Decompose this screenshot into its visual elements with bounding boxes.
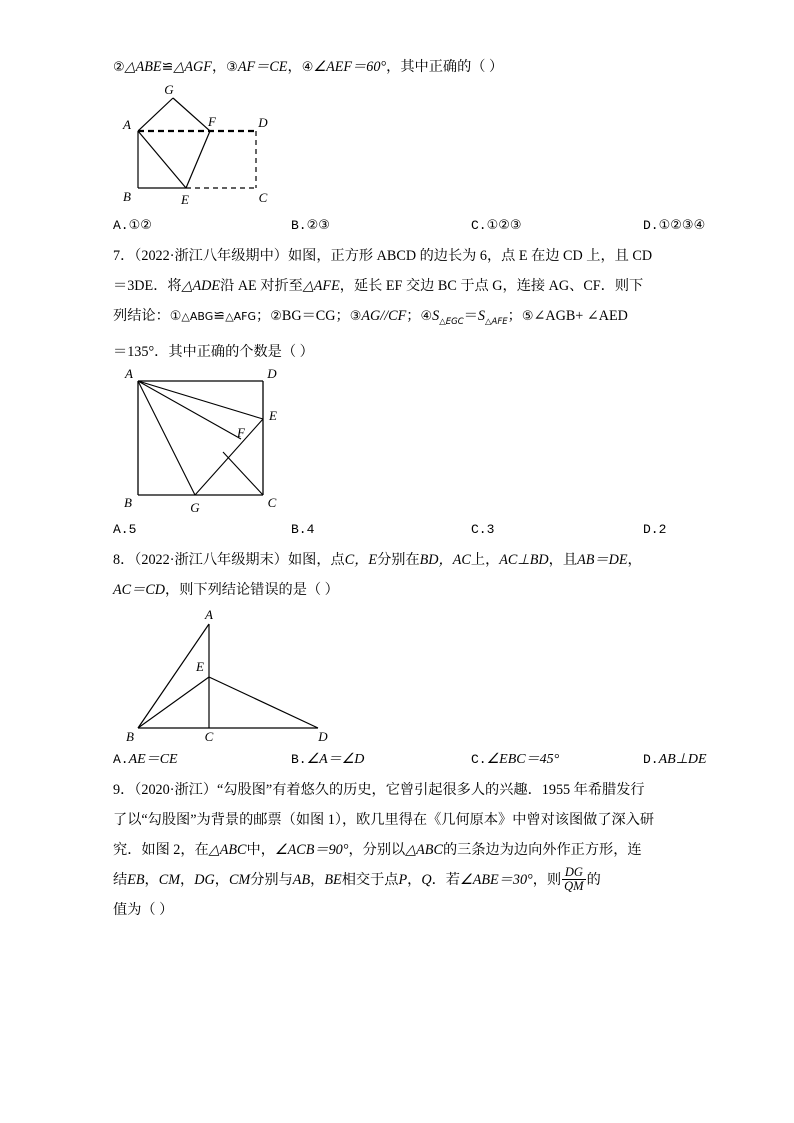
conclusion-1-left: △ABG (181, 310, 214, 323)
option-d[interactable] (643, 211, 705, 241)
option-c[interactable] (471, 211, 643, 241)
question-9-line-4 (113, 865, 683, 895)
conclusion-marker-2: ② (270, 309, 282, 324)
conclusion-marker-5: ⑤ (521, 309, 534, 324)
question-7-text-2a: ＝3DE．将 (113, 278, 182, 294)
vertex-label-g: G (164, 83, 174, 97)
vertex-label-g: G (190, 499, 200, 515)
equality-ab-de: AB＝DE (577, 551, 628, 568)
separator-3: ； (406, 308, 421, 324)
vertex-label-b: B (124, 494, 132, 510)
segment-eb: EB (127, 871, 145, 888)
option-a[interactable] (113, 211, 291, 241)
option-d-value: AB⊥DE (658, 751, 707, 767)
question-9-text-1: 9．（2020·浙江）“勾股图”有着悠久的历史，它曾引起很多人的兴趣．1955 年希腊发行 (113, 781, 645, 798)
vertex-label-d: D (267, 366, 277, 381)
option-d[interactable] (643, 745, 707, 775)
figure-2-square-cevians (113, 367, 683, 515)
angle-acb: ∠ACB＝90° (274, 841, 349, 858)
figure-1-square-fold (113, 83, 683, 211)
question-7-text-1: 7．（2022·浙江八年级期中）如图，正方形 ABCD 的边长为 6，点 E 在边 CD 上，且 CD (113, 248, 653, 264)
question-8-text-1b: 分别在 (377, 551, 420, 568)
vertex-label-d: D (258, 115, 268, 130)
question-8-text-1a: 8．（2022·浙江八年级期末）如图，点 (113, 551, 345, 568)
page-content (113, 52, 707, 925)
triangle-abc-2: △ABC (405, 841, 443, 858)
question-9-text-3c: ，分别以 (348, 841, 406, 858)
ratio-denominator: QM (564, 879, 584, 894)
figure-3-container (113, 605, 683, 745)
segment-cm-2: CM (228, 871, 251, 888)
perpendicular-relation: AC⊥BD (499, 551, 549, 568)
vertex-label-f: F (237, 424, 245, 440)
question-8-text-2: ，则下列结论错误的是（ ） (165, 581, 339, 598)
congruence-right: △AGF (173, 59, 212, 75)
option-d-label: D. (643, 218, 659, 233)
option-c-label: C. (471, 218, 487, 233)
option-d-value: 2 (658, 521, 667, 537)
question-7-line-1 (113, 241, 683, 271)
vertex-label-a: A (205, 606, 213, 622)
conclusion-marker-4: ④ (420, 309, 433, 324)
option-b-label: B. (291, 751, 307, 767)
option-a[interactable] (113, 515, 291, 545)
option-c[interactable] (471, 745, 643, 775)
question-7-text-2c: ，延长 EF 交边 BC 于点 G，连接 AG、CF．则下 (339, 278, 644, 294)
question-7-text-3a: 列结论： (113, 308, 170, 324)
triangle-afe: △AFE (302, 278, 340, 294)
figure-3-triangle-altitude (113, 605, 683, 745)
question-7-line-3 (113, 301, 683, 337)
option-b[interactable] (291, 211, 471, 241)
angle-abe: ∠ABE＝30° (459, 871, 533, 888)
segment-ed (209, 677, 318, 728)
segment-dg: DG (194, 871, 215, 888)
segment-gf (173, 98, 210, 131)
question-8-line-2 (113, 575, 683, 605)
option-d-value: ①②③④ (658, 218, 706, 233)
option-a-value: ①② (128, 218, 152, 233)
congruence-symbol: ≌ (161, 59, 174, 75)
option-b-label: B. (291, 218, 307, 233)
segment-af (138, 381, 241, 439)
comma-1: ， (211, 59, 227, 75)
area-subscript-afe: △AFE (484, 316, 508, 327)
segment-ae (138, 381, 263, 419)
question-9-text-4c: 相交于点 (341, 871, 399, 888)
area-symbol-1: S (432, 308, 440, 324)
comma-e: ， (407, 871, 422, 888)
option-b-label: B. (291, 521, 307, 537)
question-7-options (113, 515, 683, 545)
area-equals: ＝ (463, 308, 478, 324)
relation-angle-aef: ∠AEF＝60° (313, 59, 387, 75)
separator-1: ； (256, 308, 271, 324)
comma-b: ， (180, 871, 195, 888)
congruence-left: △ABE (124, 59, 162, 75)
option-a-label: A. (113, 218, 129, 233)
conclusion-1-symbol: ≌ (213, 308, 226, 324)
vertex-label-a: A (123, 117, 131, 132)
option-c-label: C. (471, 521, 487, 537)
vertex-label-c: C (204, 728, 214, 744)
vertex-label-b: B (126, 728, 134, 744)
conclusion-marker-1: ① (169, 309, 182, 324)
question-7-line-2 (113, 271, 683, 301)
segment-be (138, 677, 209, 728)
comma-3: ， (386, 59, 401, 75)
segment-fc (223, 452, 263, 495)
item-marker-2: ② (113, 60, 125, 75)
vertex-label-c: C (267, 494, 277, 510)
separator-2: ； (335, 308, 350, 324)
vertex-label-b: B (123, 189, 131, 204)
conclusion-marker-3: ③ (349, 309, 362, 324)
equality-ac-cd: AC＝CD (113, 581, 166, 598)
conclusion-1-right: △AFG (225, 310, 257, 323)
question-8-text-1e: ， (627, 551, 642, 568)
area-symbol-2: S (477, 308, 485, 324)
option-b[interactable] (291, 515, 471, 545)
comma-d: ， (310, 871, 325, 888)
point-q: Q (421, 871, 432, 888)
question-7-text-2b: 沿 AE 对折至 (220, 278, 303, 294)
figure-2-container (113, 367, 683, 515)
question-6-prompt-tail: 其中正确的（ ） (400, 59, 504, 75)
conclusion-3: AG//CF (361, 308, 407, 324)
option-d-label: D. (643, 751, 659, 767)
option-c-value: ∠EBC＝45° (486, 751, 560, 767)
option-b-value: ②③ (306, 218, 330, 233)
triangle-ade: △ADE (181, 278, 221, 294)
vertex-label-e: E (269, 407, 277, 423)
question-9-text-3d: 的三条边为边向外作正方形，连 (442, 841, 642, 858)
option-b-value: ∠A＝∠D (306, 751, 365, 767)
vertex-label-e: E (181, 192, 189, 207)
question-9-line-1 (113, 775, 683, 805)
option-a-value: AE＝CE (128, 751, 178, 767)
segment-fe (186, 131, 210, 188)
comma-c: ， (214, 871, 229, 888)
question-6-options (113, 211, 706, 241)
question-8-line-1 (113, 545, 683, 575)
vertex-label-e: E (196, 658, 204, 674)
question-9-line-5 (113, 895, 683, 925)
question-9-text-4f: 的 (586, 871, 601, 888)
option-a-label: A. (113, 521, 129, 537)
option-a-value: 5 (128, 521, 137, 537)
option-c-value: 3 (486, 521, 495, 537)
question-8-text-1c: 上， (470, 551, 500, 568)
option-c-value: ①②③ (486, 218, 522, 233)
segment-ab: AB (292, 871, 311, 888)
vertex-label-f: F (208, 114, 216, 129)
conclusion-5: ∠AGB+ ∠AED (533, 308, 628, 324)
segment-be: BE (324, 871, 342, 888)
question-9-text-4e: ，则 (532, 871, 562, 888)
ratio-dg-over-qm (562, 866, 585, 894)
option-c[interactable] (471, 515, 643, 545)
option-c-label: C. (471, 751, 487, 767)
comma-a: ， (144, 871, 159, 888)
option-a[interactable] (113, 745, 291, 775)
question-8-options (113, 745, 707, 775)
question-9-text-4b: 分别与 (250, 871, 293, 888)
relation-af-ce: AF＝CE (237, 59, 288, 75)
separator-4: ； (507, 308, 522, 324)
question-8-text-1d: ，且 (548, 551, 578, 568)
question-9-line-2 (113, 805, 683, 835)
question-9-text-2: 了以“勾股图”为背景的邮票（如图 1），欧几里得在《几何原本》中曾对该图做了深入研 (113, 811, 655, 828)
question-9-line-3 (113, 835, 683, 865)
conclusion-2: BG＝CG (281, 308, 336, 324)
segments-bd-ac: BD，AC (419, 551, 471, 568)
vertex-label-a: A (125, 366, 133, 381)
question-9-text-3a: 究．如图 2，在 (113, 841, 209, 858)
segment-ag (138, 98, 173, 131)
vertex-label-d: D (318, 728, 328, 744)
segment-ag (138, 381, 195, 495)
question-9-text-4a: 结 (113, 871, 128, 888)
segment-ba (138, 624, 209, 728)
area-subscript-egc: △EGC (439, 316, 464, 327)
item-marker-3: ③ (226, 60, 238, 75)
option-a-label: A. (113, 751, 129, 767)
option-b[interactable] (291, 745, 471, 775)
option-b-value: 4 (306, 521, 315, 537)
question-9-text-4d: ．若 (431, 871, 460, 888)
question-9-text-5: 值为（ ） (113, 901, 174, 918)
triangle-abc-1: △ABC (208, 841, 247, 858)
point-p: P (398, 871, 408, 888)
segment-ae (138, 131, 186, 188)
ratio-numerator: DG (564, 864, 583, 879)
question-7-text-4: ＝135°．其中正确的个数是（ ） (113, 343, 314, 360)
segment-cm-1: CM (158, 871, 181, 888)
comma-2: ， (287, 59, 302, 75)
option-d[interactable] (643, 515, 666, 545)
vertex-label-c: C (258, 190, 268, 205)
option-d-label: D. (643, 521, 659, 537)
question-9-text-3b: 中， (246, 841, 275, 858)
figure-1-container (113, 83, 683, 211)
question-7-line-4 (113, 337, 683, 367)
question-6-tail-line (113, 52, 683, 83)
item-marker-4: ④ (301, 60, 314, 75)
points-c-e: C，E (344, 551, 378, 568)
